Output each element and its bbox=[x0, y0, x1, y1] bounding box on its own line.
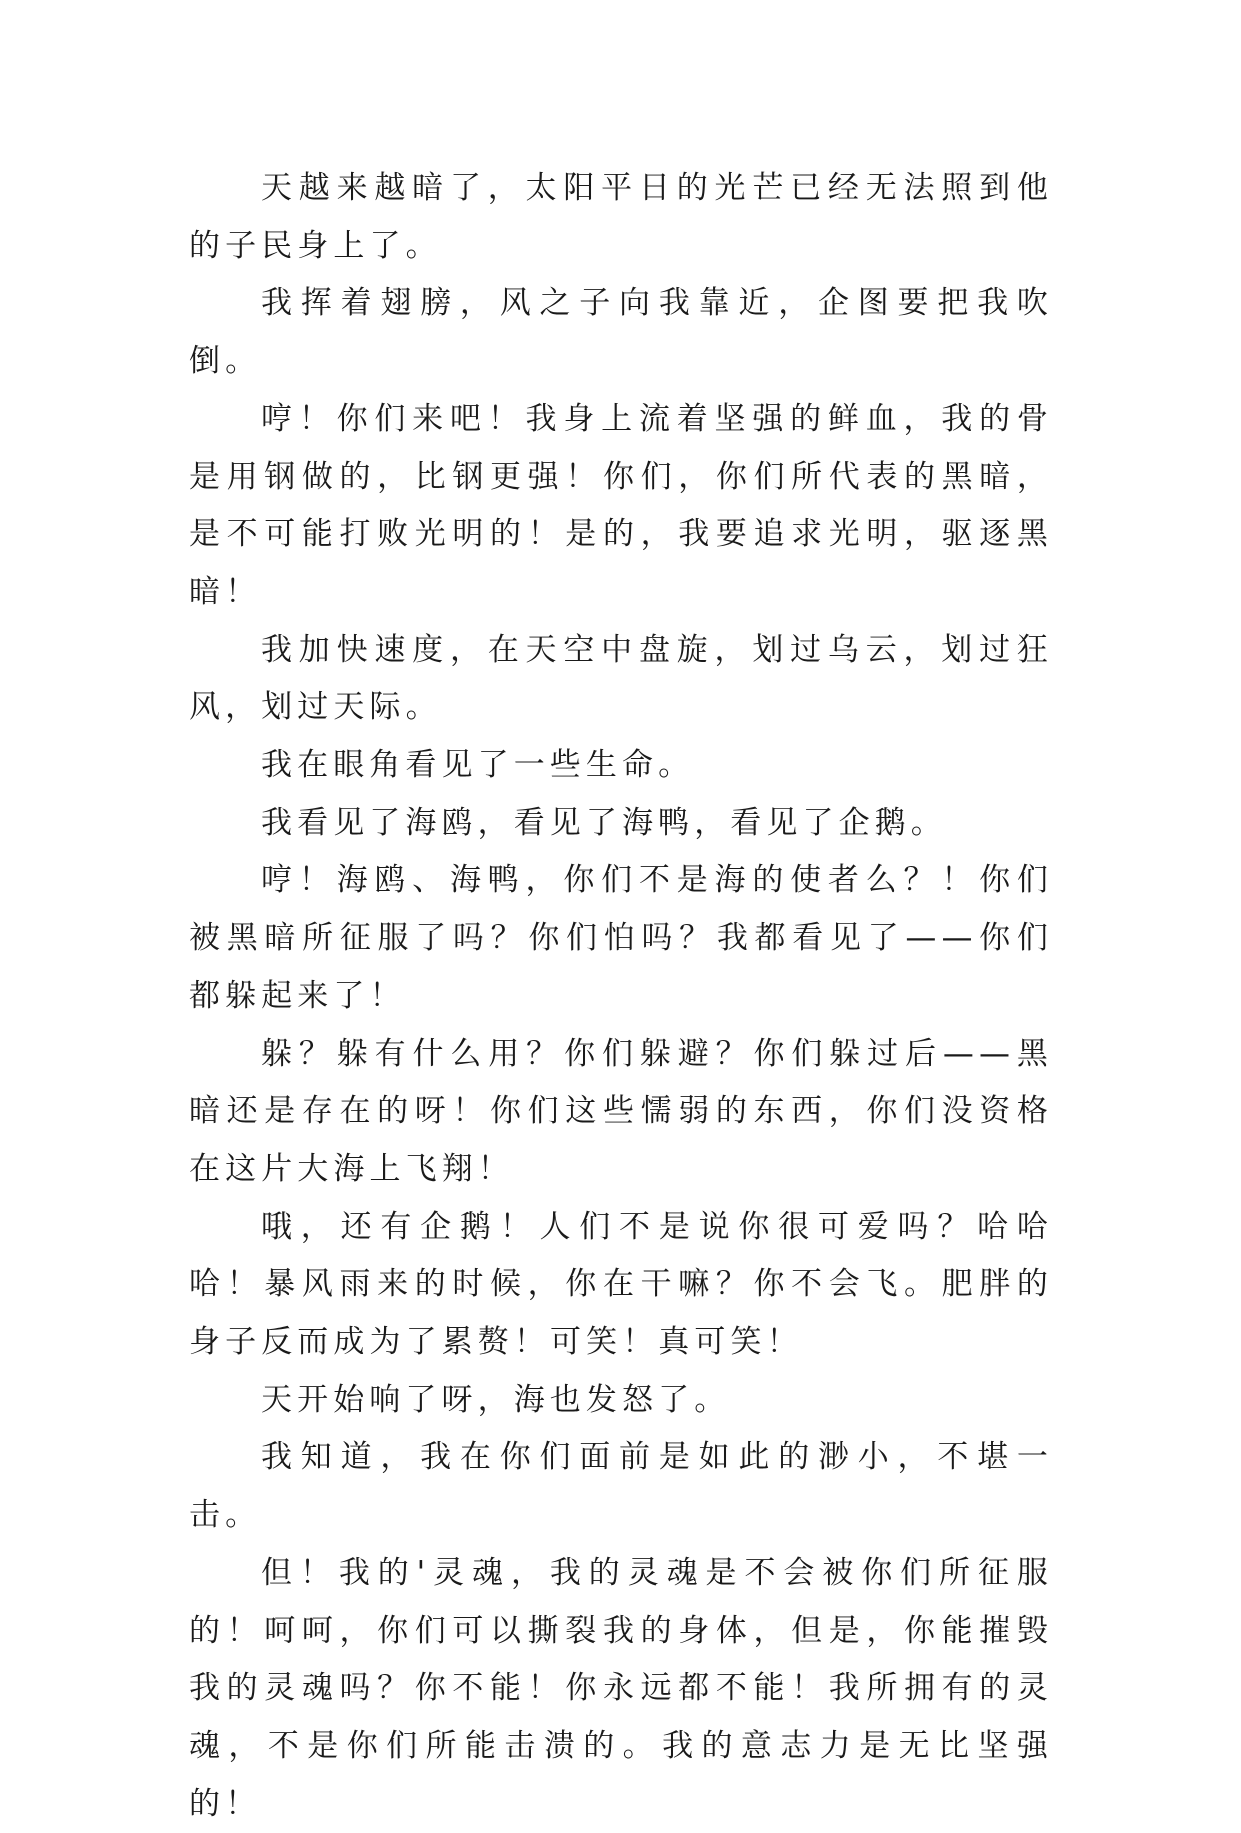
paragraph-8: 躲？躲有什么用？你们躲避？你们躲过后——黑暗还是存在的呀！你们这些懦弱的东西，你们没资格在这片大海上飞翔！ bbox=[189, 1035, 1053, 1187]
document-body bbox=[189, 160, 1053, 1833]
paragraph-10: 天开始响了呀，海也发怒了。 bbox=[261, 1381, 731, 1418]
paragraph-2: 我挥着翅膀，风之子向我靠近，企图要把我吹倒。 bbox=[189, 285, 1053, 380]
paragraph-3: 哼！你们来吧！我身上流着坚强的鲜血，我的骨是用钢做的，比钢更强！你们，你们所代表的黑暗，是不可能打败光明的！是的，我要追求光明，驱逐黑暗！ bbox=[189, 400, 1053, 610]
paragraph-9: 哦，还有企鹅！人们不是说你很可爱吗？哈哈哈！暴风雨来的时候，你在干嘛？你不会飞。肥胖的身子反而成为了累赘！可笑！真可笑！ bbox=[189, 1208, 1053, 1361]
paragraph-11: 我知道，我在你们面前是如此的渺小，不堪一击。 bbox=[189, 1439, 1053, 1534]
paragraph-7: 哼！海鸥、海鸭，你们不是海的使者么？！你们被黑暗所征服了吗？你们怕吗？我都看见了——你们都躲起来了！ bbox=[189, 862, 1053, 1014]
paragraph-12: 但！我的'灵魂，我的灵魂是不会被你们所征服的！呵呵，你们可以撕裂我的身体，但是，你能摧毁我的灵魂吗？你不能！你永远都不能！我所拥有的灵魂，不是你们所能击溃的。我的意志力是无比坚强的！ bbox=[189, 1554, 1053, 1822]
paragraph-4: 我加快速度，在天空中盘旋，划过乌云，划过狂风，划过天际。 bbox=[189, 631, 1053, 726]
paragraph-1: 天越来越暗了，太阳平日的光芒已经无法照到他的子民身上了。 bbox=[189, 170, 1053, 264]
paragraph-5: 我在眼角看见了一些生命。 bbox=[261, 747, 695, 784]
paragraph-6: 我看见了海鸥，看见了海鸭，看见了企鹅。 bbox=[261, 804, 947, 841]
